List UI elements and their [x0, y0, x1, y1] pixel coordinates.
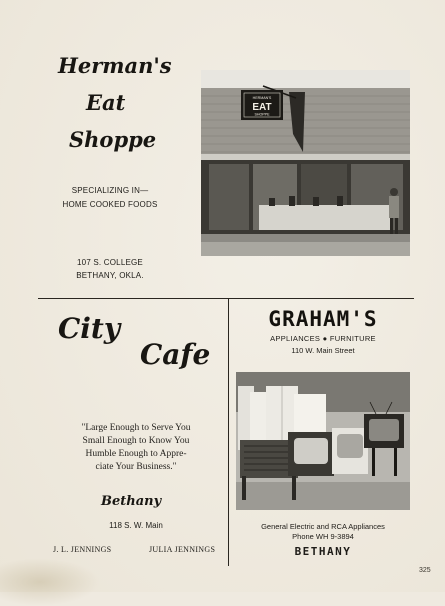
herman-name-line2: Eat: [86, 90, 126, 115]
sign-line3: SHOPPE: [254, 112, 270, 117]
horizontal-divider: [38, 298, 414, 299]
grahams-address: 110 W. Main Street: [291, 346, 355, 355]
cafe-town: Bethany: [101, 494, 162, 509]
grahams-town: BETHANY: [294, 545, 352, 558]
grahams-title: GRAHAM'S: [268, 307, 378, 331]
cafe-address: 118 S. W. Main: [109, 521, 163, 530]
herman-specializing: SPECIALIZING IN—: [71, 186, 149, 195]
herman-name-line1: Herman's: [58, 53, 172, 78]
herman-name-line3: Shoppe: [69, 127, 157, 152]
sign-line1: HERMAN'S: [252, 96, 272, 100]
grahams-showroom-photo: [236, 372, 410, 510]
cafe-slogan-line1: "Large Enough to Serve You: [81, 423, 191, 433]
cafe-slogan-line4: ciate Your Business.": [95, 462, 177, 472]
cafe-owner-1: J. L. JENNINGS: [53, 545, 112, 554]
paper-stain: [0, 558, 100, 606]
grahams-subtitle: APPLIANCES ● FURNITURE: [270, 334, 376, 343]
herman-foods: HOME COOKED FOODS: [62, 200, 158, 209]
cafe-slogan-line3: Humble Enough to Appre-: [85, 449, 187, 459]
grahams-brands: General Electric and RCA Appliances: [261, 522, 385, 531]
herman-address-city: BETHANY, OKLA.: [76, 271, 144, 280]
herman-address-street: 107 S. COLLEGE: [77, 258, 143, 267]
cafe-slogan-line2: Small Enough to Know You: [82, 436, 190, 446]
page-number: 325: [419, 567, 431, 574]
city-cafe-word2: Cafe: [140, 338, 211, 371]
cafe-owner-2: JULIA JENNINGS: [149, 545, 216, 554]
grahams-phone: Phone WH 9-3894: [292, 532, 354, 541]
vertical-divider: [228, 298, 229, 566]
city-cafe-word1: City: [58, 312, 121, 345]
herman-storefront-photo: [201, 70, 410, 256]
sign-line2: EAT: [252, 102, 272, 113]
